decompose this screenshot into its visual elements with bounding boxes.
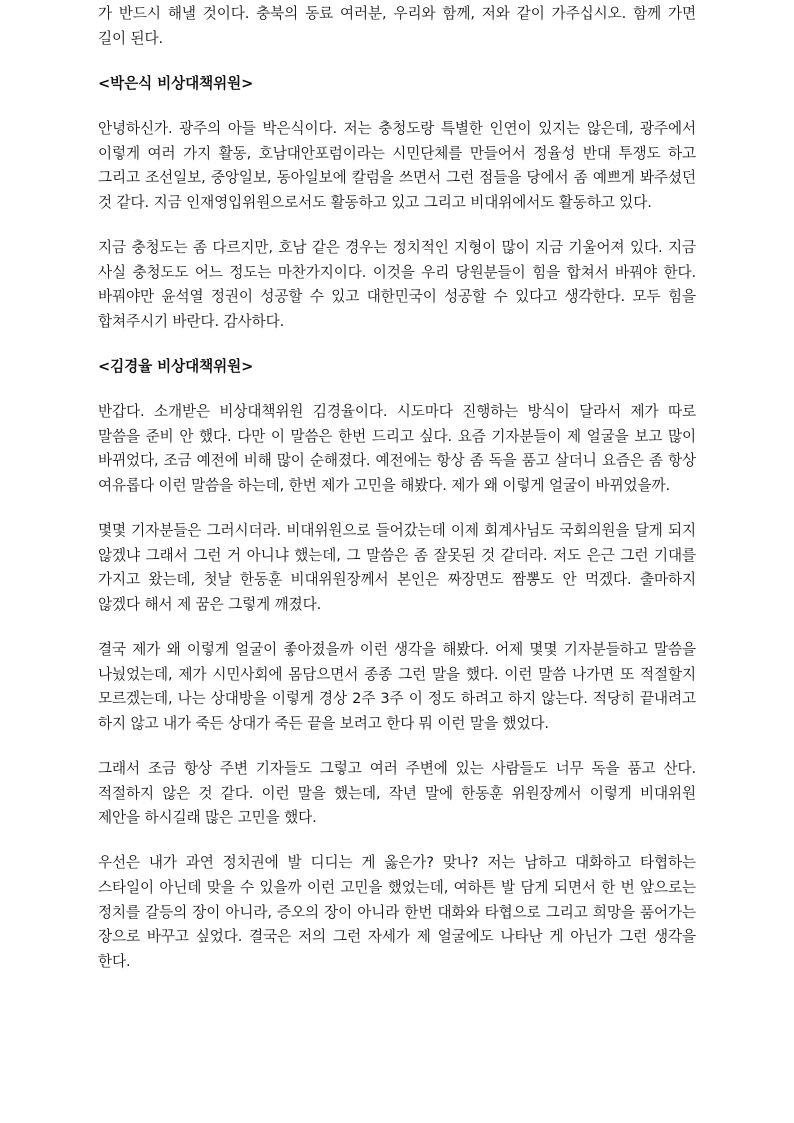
paragraph: 그래서 조금 항상 주변 기자들도 그렇고 여러 주변에 있는 사람들도 너무 독을 품고 산다. 적절하지 않은 것 같다. 이런 말을 했는데, 작년 말에 한동훈 위원장께서 이렇게 비대위원 제안을 하시길래 많은 고민을 했다. <box>98 760 696 827</box>
paragraph: 안녕하신가. 광주의 아들 박은식이다. 저는 충청도랑 특별한 인연이 있지는 않은데, 광주에서 이렇게 여러 가지 활동, 호남대안포럼이라는 시민단체를 만들어서 정율성 반대 투쟁도 하고 그리고 조선일보, 중앙일보, 동아일보에 칼럼을 쓰면서 그런 점들을 당에서 좀 예쁘게 봐주셨던 것 같다. 지금 인재영입위원으로서도 활동하고 있고 그리고 비대위에서도 활동하고 있다. <box>98 119 696 211</box>
section-heading-kim: <김경율 비상대책위원> <box>98 357 254 375</box>
section-heading-park: <박은식 비상대책위원> <box>98 74 254 92</box>
document-page <box>98 2 696 995</box>
paragraph: 우선은 내가 과연 정치권에 발 디디는 게 옳은가? 맞나? 저는 남하고 대화하고 타협하는 스타일이 아닌데 맞을 수 있을까 이런 고민을 했었는데, 여하튼 발 담게 되면서 한 번 앞으로는 정치를 갈등의 장이 아니라, 증오의 장이 아니라 한번 대화와 타협으로 그리고 희망을 품어가는 장으로 바꾸고 싶었다. 결국은 저의 그런 자세가 제 얼굴에도 나타난 게 아닌가 그런 생각을 한다. <box>98 854 696 970</box>
paragraph: 결국 제가 왜 이렇게 얼굴이 좋아졌을까 이런 생각을 해봤다. 어제 몇몇 기자분들하고 말씀을 나눴었는데, 제가 시민사회에 몸담으면서 종종 그런 말을 했다. 이런 말씀 나가면 또 적절할지 모르겠는데, 나는 상대방을 이렇게 경상 2주 3주 이 정도 하려고 하지 않는다. 적당히 끝내려고 하지 않고 내가 죽든 상대가 죽든 끝을 보려고 한다 뭐 이런 말을 했었다. <box>98 641 696 732</box>
intro-paragraph: 가 반드시 해낼 것이다. 충북의 동료 여러분, 우리와 함께, 저와 같이 가주십시오. 함께 가면 길이 된다. <box>98 5 696 47</box>
paragraph: 지금 충청도는 좀 다르지만, 호남 같은 경우는 정치적인 지형이 많이 지금 기울어져 있다. 지금 사실 충청도도 어느 정도는 마찬가지이다. 이것을 우리 당원분들이 힘을 합쳐서 바꿔야 한다. 바꿔야만 윤석열 정권이 성공할 수 있고 대한민국이 성공할 수 있다고 생각한다. 모두 힘을 합쳐주시기 바란다. 감사하다. <box>98 238 696 330</box>
paragraph: 반갑다. 소개받은 비상대책위원 김경율이다. 시도마다 진행하는 방식이 달라서 제가 따로 말씀을 준비 안 했다. 다만 이 말씀은 한번 드리고 싶다. 요즘 기자분들이 제 얼굴을 보고 많이 바뀌었다, 조금 예전에 비해 많이 순해졌다. 예전에는 항상 좀 독을 품고 살더니 요즘은 좀 항상 여유롭다 이런 말씀을 하는데, 한번 제가 고민을 해봤다. 제가 왜 이렇게 얼굴이 바뀌었을까. <box>98 403 696 494</box>
paragraph: 몇몇 기자분들은 그러시더라. 비대위원으로 들어갔는데 이제 회계사님도 국회의원을 달게 되지 않겠냐 그래서 그런 거 아니냐 했는데, 그 말씀은 좀 잘못된 것 같더라. 저도 은근 그런 기대를 가지고 왔는데, 첫날 한동훈 비대위원장께서 본인은 짜장면도 짬뽕도 안 먹겠다. 출마하지 않겠다 해서 제 꿈은 그렇게 깨졌다. <box>98 522 696 613</box>
